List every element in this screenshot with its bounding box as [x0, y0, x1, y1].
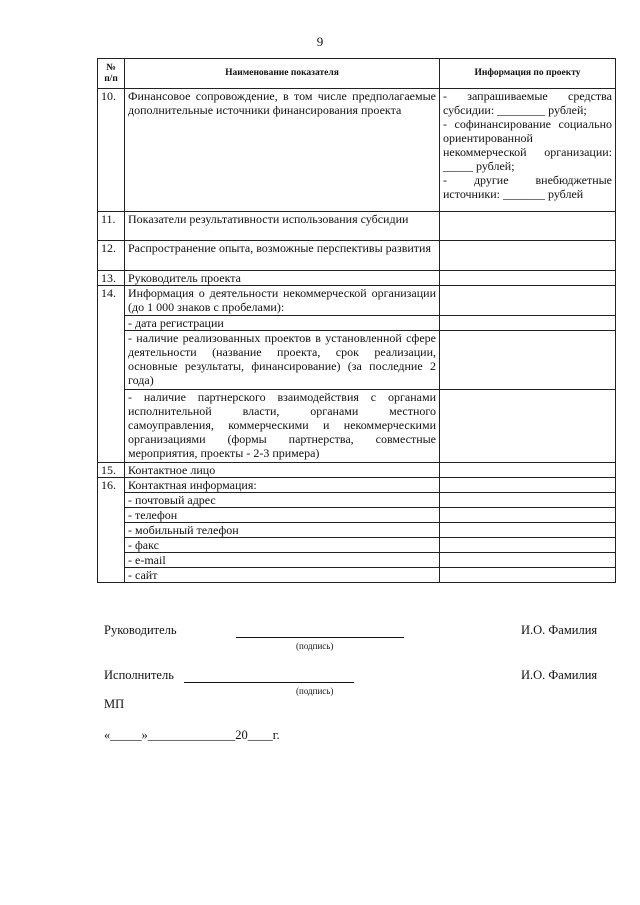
exec-signature-line[interactable]	[184, 682, 354, 683]
row-num: 11.	[98, 212, 125, 241]
row-name: Показатели результативности использования субсидии	[125, 212, 440, 241]
row-num: 14.	[98, 286, 125, 463]
row-info[interactable]	[440, 271, 616, 286]
row-info[interactable]	[440, 390, 616, 463]
header-name: Наименование показателя	[125, 59, 440, 89]
info-line: - софинансирование социально ориентированной некоммерческой организации: _____ рублей;	[443, 117, 612, 173]
table-row	[98, 212, 616, 241]
subrow-name: - почтовый адрес	[125, 493, 440, 508]
row-num: 13.	[98, 271, 125, 286]
row-info[interactable]	[440, 463, 616, 478]
subrow-name: - мобильный телефон	[125, 523, 440, 538]
table-subrow	[98, 538, 616, 553]
subrow-name: - сайт	[125, 568, 440, 583]
row-name: Контактное лицо	[125, 463, 440, 478]
info-line: - запрашиваемые средства субсидии: ________ рублей;	[443, 89, 612, 117]
exec-name: И.О. Фамилия	[521, 668, 598, 682]
row-info[interactable]	[440, 212, 616, 241]
table-subrow	[98, 523, 616, 538]
subrow-name: - дата регистрации	[125, 316, 440, 331]
row-name: Информация о деятельности некоммерческой организации (до 1 000 знаков с пробелами):	[125, 286, 440, 316]
subrow-name: - наличие партнерского взаимодействия с органами исполнительной власти, органами местного самоуправления, коммерческими и некоммерческими организациями (формы партнерства, совместные мероприятия, проекты - 2-3 примера)	[125, 390, 440, 463]
row-name: Руководитель проекта	[125, 271, 440, 286]
subrow-name: - телефон	[125, 508, 440, 523]
table-subrow	[98, 331, 616, 390]
row-info[interactable]	[440, 89, 616, 212]
exec-label: Исполнитель	[104, 668, 174, 682]
subrow-name: - факс	[125, 538, 440, 553]
row-info[interactable]	[440, 523, 616, 538]
table-subrow	[98, 390, 616, 463]
table-subrow	[98, 493, 616, 508]
table-header-row	[98, 59, 616, 89]
header-num: № п/п	[98, 59, 125, 89]
head-name: И.О. Фамилия	[521, 623, 598, 637]
table-subrow	[98, 568, 616, 583]
row-info[interactable]	[440, 241, 616, 271]
exec-podpis-caption: (подпись)	[296, 686, 334, 696]
head-signature-line[interactable]	[236, 637, 404, 638]
row-info[interactable]	[440, 286, 616, 316]
head-label: Руководитель	[104, 623, 177, 637]
project-info-table	[97, 58, 616, 583]
table-row	[98, 463, 616, 478]
row-num: 10.	[98, 89, 125, 212]
info-line: - другие внебюджетные источники: _______ рублей	[443, 173, 612, 201]
row-info[interactable]	[440, 553, 616, 568]
table-row	[98, 241, 616, 271]
row-info[interactable]	[440, 538, 616, 553]
head-podpis-caption: (подпись)	[296, 641, 334, 651]
table-row	[98, 89, 616, 212]
stamp-place-label: МП	[104, 697, 125, 711]
date-line[interactable]: «_____»______________20____г.	[104, 728, 280, 742]
header-info: Информация по проекту	[440, 59, 616, 89]
row-info[interactable]	[440, 568, 616, 583]
table-row	[98, 271, 616, 286]
subrow-name: - e-mail	[125, 553, 440, 568]
row-info[interactable]	[440, 316, 616, 331]
row-name: Распространение опыта, возможные перспективы развития	[125, 241, 440, 271]
table-subrow	[98, 508, 616, 523]
row-name: Финансовое сопровождение, в том числе предполагаемые дополнительные источники финансирования проекта	[125, 89, 440, 212]
subrow-name: - наличие реализованных проектов в установленной сфере деятельности (название проекта, срок реализации, основные результаты, финансирование) (за последние 2 года)	[125, 331, 440, 390]
table-subrow	[98, 316, 616, 331]
table-row	[98, 286, 616, 316]
table-row	[98, 478, 616, 493]
row-num: 16.	[98, 478, 125, 583]
page-number: 9	[316, 34, 324, 49]
row-info[interactable]	[440, 493, 616, 508]
row-num: 12.	[98, 241, 125, 271]
row-name: Контактная информация:	[125, 478, 440, 493]
row-num: 15.	[98, 463, 125, 478]
table-subrow	[98, 553, 616, 568]
row-info[interactable]	[440, 331, 616, 390]
row-info[interactable]	[440, 478, 616, 493]
row-info[interactable]	[440, 508, 616, 523]
